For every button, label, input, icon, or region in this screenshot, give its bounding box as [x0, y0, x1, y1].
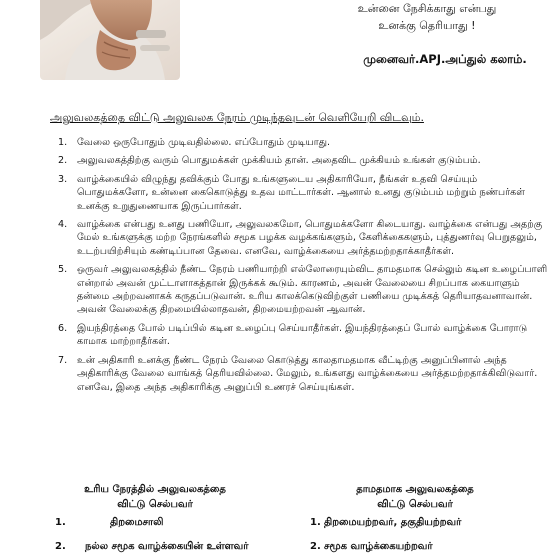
advice-list: [58, 136, 548, 399]
left-item-number: 1.: [55, 517, 66, 528]
item-text: உன் அதிகாரி உனக்கு நீண்ட நேரம் வேலை கொடுத்து காலதாமதமாக வீட்டிற்கு அனுப்பினால் அந்த அதிகாரிக்கு வேலை வாங்கத் தெரியவில்லை. மேலும், உங்களது வாழ்க்கையை அர்த்தமற்றதாக்கிவிடுவார். எனவே, இதை அந்த அதிகாரிக்கு அனுப்பி உணரச் செய்யுங்கள்.: [77, 354, 538, 393]
list-item: [58, 173, 548, 213]
item-text: வாழ்க்கை என்பது உனது பணியோ, அலுவலகமோ, பொதுமக்களோ கிடையாது. வாழ்க்கை என்பது அதற்கு மேல் உங்களுக்கு மற்ற நேரங்களில் சமூக பழக்க வழக்கங்களும், கேளிக்கைகளும், புத்துணர்வு பெறுதலும், உடற்பயிற்சியும் கண்டிப்பான தேவை. எனவே, வாழ்க்கையை அர்த்தமற்றதாக்காதீர்கள்.: [77, 219, 543, 257]
list-item: [58, 263, 548, 317]
item-number: 3.: [58, 173, 68, 185]
item-number: 5.: [58, 264, 68, 276]
list-item: [58, 136, 548, 149]
item-text: வாழ்க்கையில் விழுந்து தவிக்கும் போது உங்களுடைய அதிகாரியோ, நீங்கள் உதவி செய்யும் பொதுமக்களோ, உன்னை கைகொடுத்து உதவ மாட்டார்கள். ஆனால் உனது குடும்பம் மற்றும் நண்பர்கள் உனக்கு உறுதுணையாக இருப்பார்கள்.: [77, 173, 525, 212]
item-text: அலுவலகத்திற்கு வரும் பொதுமக்கள் முக்கியம் தான். அதைவிட முக்கியம் உங்கள் குடும்பம்.: [77, 155, 481, 167]
item-text: வேலை ஒருபோதும் முடிவதில்லை. எப்போதும் முடியாது.: [77, 137, 331, 148]
list-item: [58, 218, 548, 258]
item-number: 7.: [58, 354, 68, 366]
right-item-text: சமூக வாழ்க்கையற்றவர்: [324, 541, 433, 552]
column-heading-line: விட்டு செல்பவர்: [377, 499, 453, 510]
item-number: 6.: [58, 322, 68, 334]
quote-line: உன்னை நேசிக்காது என்பது: [357, 2, 497, 15]
item-number: 1.: [58, 137, 68, 148]
left-item-text: நல்ல சமூக வாழ்க்கையின் உள்ளவர்: [85, 541, 249, 552]
item-number: 2.: [58, 155, 68, 167]
column-heading-line: விட்டு செல்பவர்: [117, 499, 193, 510]
list-item: [58, 154, 548, 167]
quote: [302, 0, 552, 34]
right-item-number: 1.: [310, 517, 321, 528]
column-heading-late: [320, 482, 510, 512]
item-text: இயந்திரத்தை போல் படிப்பில் கடின உழைப்பு செய்யாதீர்கள். இயந்திரத்தைப் போல் வாழ்க்கை போராடு காமாக மாற்றாதீர்கள்.: [77, 322, 528, 348]
right-item-text: திறமையற்றவர், தகுதியற்றவர்: [324, 517, 462, 528]
author-signature: முனைவர்.APJ.அப்துல் கலாம்.: [363, 52, 527, 66]
list-item: [58, 354, 548, 394]
left-item-text: திறமைசாலி: [110, 517, 164, 528]
item-text: ஒருவர் அலுவலகத்தில் நீண்ட நேரம் பணியாற்றி எல்லோரையும்விட தாமதமாக செல்லும் கடின உழைப்பாளி என்றால் அவன் முட்டாளாகத்தான் இருக்கக் கூடும். காரணம், அவன் வேலையை சிறப்பாக கையாளும் தன்மை அற்றவனாகக் கருதப்படுவான். உரிய காலக்கெடுவிற்குள் பணியை முடிக்கத் தெரியாதவனாவான். அவன் வேலைக்கு திறமையில்லாதவன், திறமையற்றவன் ஆவான்.: [77, 264, 548, 316]
quote-line: உனக்கு தெரியாது !: [378, 19, 476, 32]
item-number: 4.: [58, 219, 68, 231]
section-heading: அலுவலகத்தை விட்டு அலுவலக நேரம் முடிந்தவுடன் வெளியேறி விடவும்.: [50, 111, 424, 124]
right-item-number: 2.: [310, 541, 321, 552]
column-heading-line: தாமதமாக அலுவலகத்தை: [356, 484, 474, 495]
column-heading-line: உரிய நேரத்தில் அலுவலகத்தை: [84, 484, 226, 495]
left-item-number: 2.: [55, 541, 66, 552]
column-heading-on-time: [60, 482, 250, 512]
list-item: [58, 322, 548, 349]
author-photo: [40, 0, 180, 80]
